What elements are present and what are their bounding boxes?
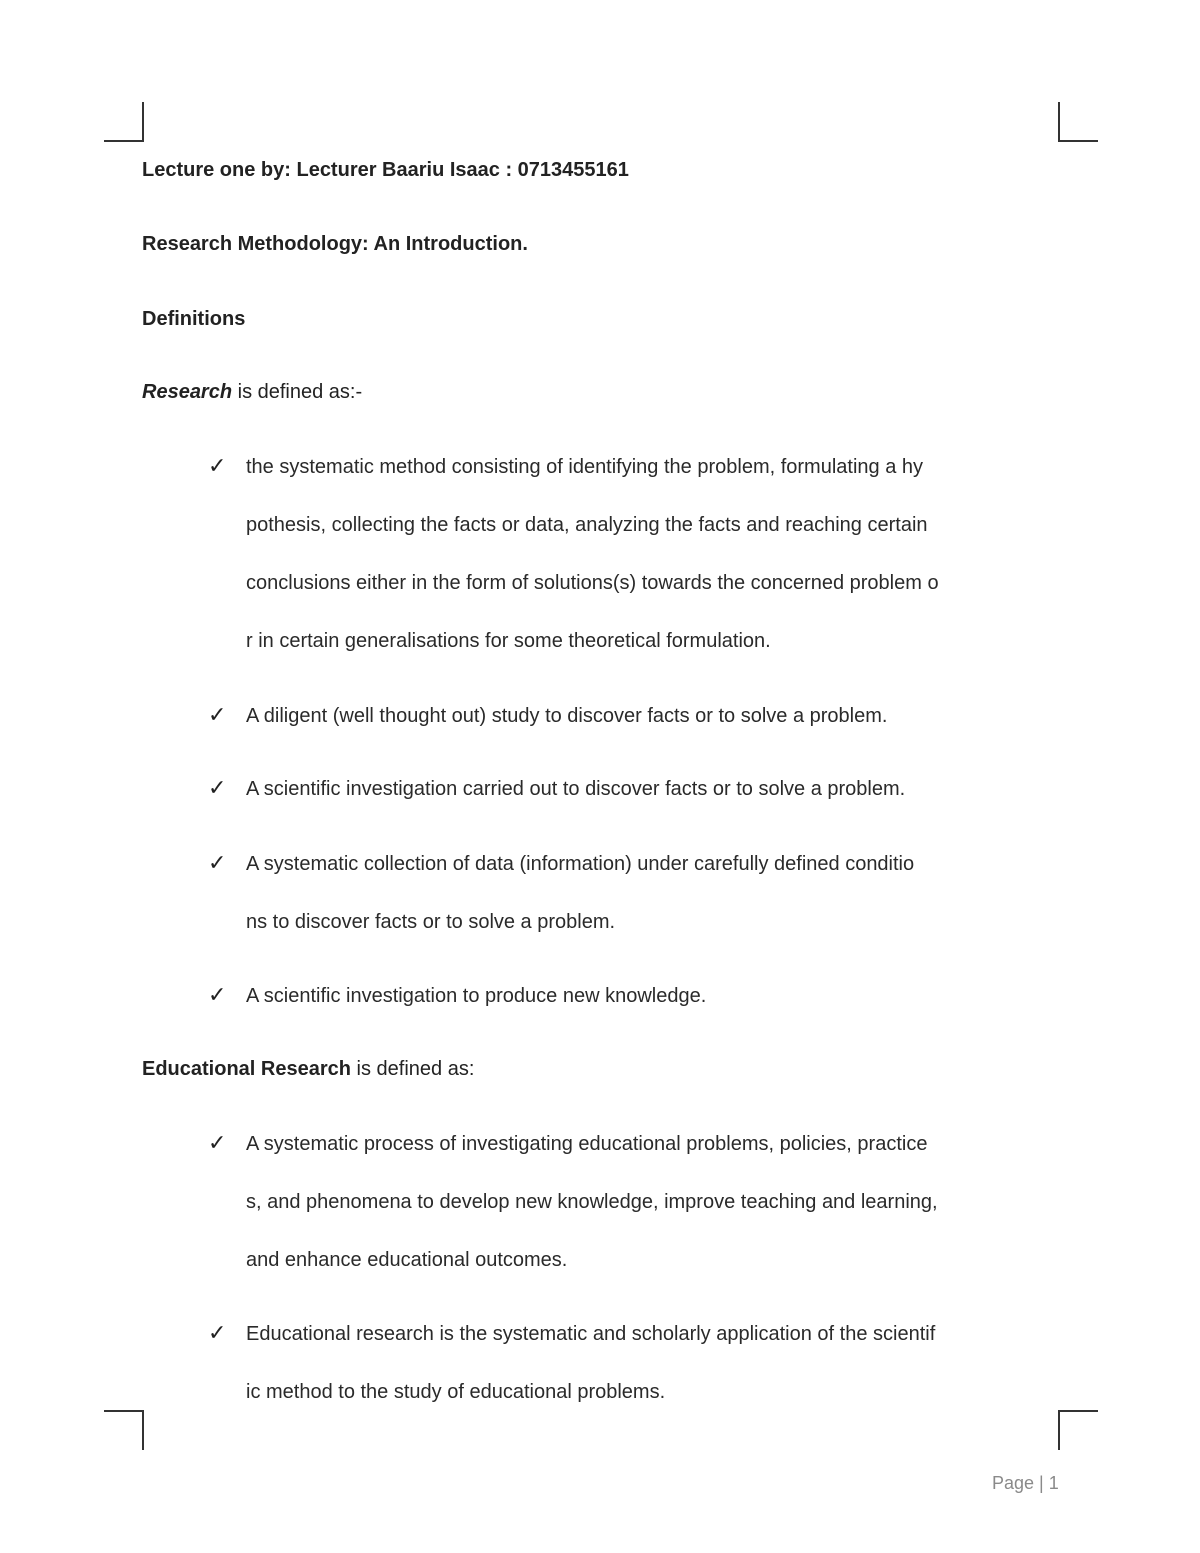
section-heading: Definitions: [142, 308, 246, 330]
educational-intro-rest: is defined as:: [350, 1058, 475, 1080]
educational-item-1-line-1: A systematic process of investigating educational problems, policies, practice: [246, 1133, 928, 1155]
research-item-1-line-4: r in certain generalisations for some theoretical formulation.: [246, 630, 771, 652]
educational-item-1-line-3: and enhance educational outcomes.: [246, 1249, 568, 1271]
research-item-4-line-2: ns to discover facts or to solve a problem.: [246, 911, 616, 933]
check-icon: ✓: [208, 454, 227, 479]
crop-mark-bottom-left: [104, 1410, 144, 1450]
check-icon: ✓: [208, 776, 227, 801]
check-icon: ✓: [208, 983, 227, 1008]
research-intro-rest: is defined as:-: [232, 381, 363, 403]
page-number: Page | 1: [992, 1473, 1059, 1493]
check-icon: ✓: [208, 851, 227, 876]
crop-mark-top-left: [104, 102, 144, 142]
educational-item-2-line-1: Educational research is the systematic and scholarly application of the scientif: [246, 1323, 936, 1345]
check-icon: ✓: [208, 1131, 227, 1156]
educational-research-term: Educational Research: [142, 1058, 351, 1080]
research-item-2-line-1: A diligent (well thought out) study to discover facts or to solve a problem.: [246, 705, 888, 727]
check-icon: ✓: [208, 703, 227, 728]
research-item-1-line-1: the systematic method consisting of identifying the problem, formulating a hy: [246, 456, 924, 478]
crop-mark-top-right: [1058, 102, 1098, 142]
research-item-5-line-1: A scientific investigation to produce new knowledge.: [246, 985, 707, 1007]
lecture-line: Lecture one by: Lecturer Baariu Isaac : 0713455161: [142, 159, 629, 181]
document-title: Research Methodology: An Introduction.: [142, 233, 528, 255]
educational-item-2-line-2: ic method to the study of educational problems.: [246, 1381, 666, 1403]
crop-mark-bottom-right: [1058, 1410, 1098, 1450]
research-item-3-line-1: A scientific investigation carried out to discover facts or to solve a problem.: [246, 778, 906, 800]
educational-definition-intro: [142, 1057, 474, 1081]
research-item-1-line-2: pothesis, collecting the facts or data, analyzing the facts and reaching certain: [246, 514, 928, 536]
educational-item-1-line-2: s, and phenomena to develop new knowledge, improve teaching and learning,: [246, 1191, 938, 1213]
research-item-1-line-3: conclusions either in the form of solutions(s) towards the concerned problem o: [246, 572, 939, 594]
research-item-4-line-1: A systematic collection of data (information) under carefully defined conditio: [246, 853, 915, 875]
check-icon: ✓: [208, 1321, 227, 1346]
research-term: Research: [142, 381, 233, 403]
research-definition-intro: [142, 380, 362, 404]
